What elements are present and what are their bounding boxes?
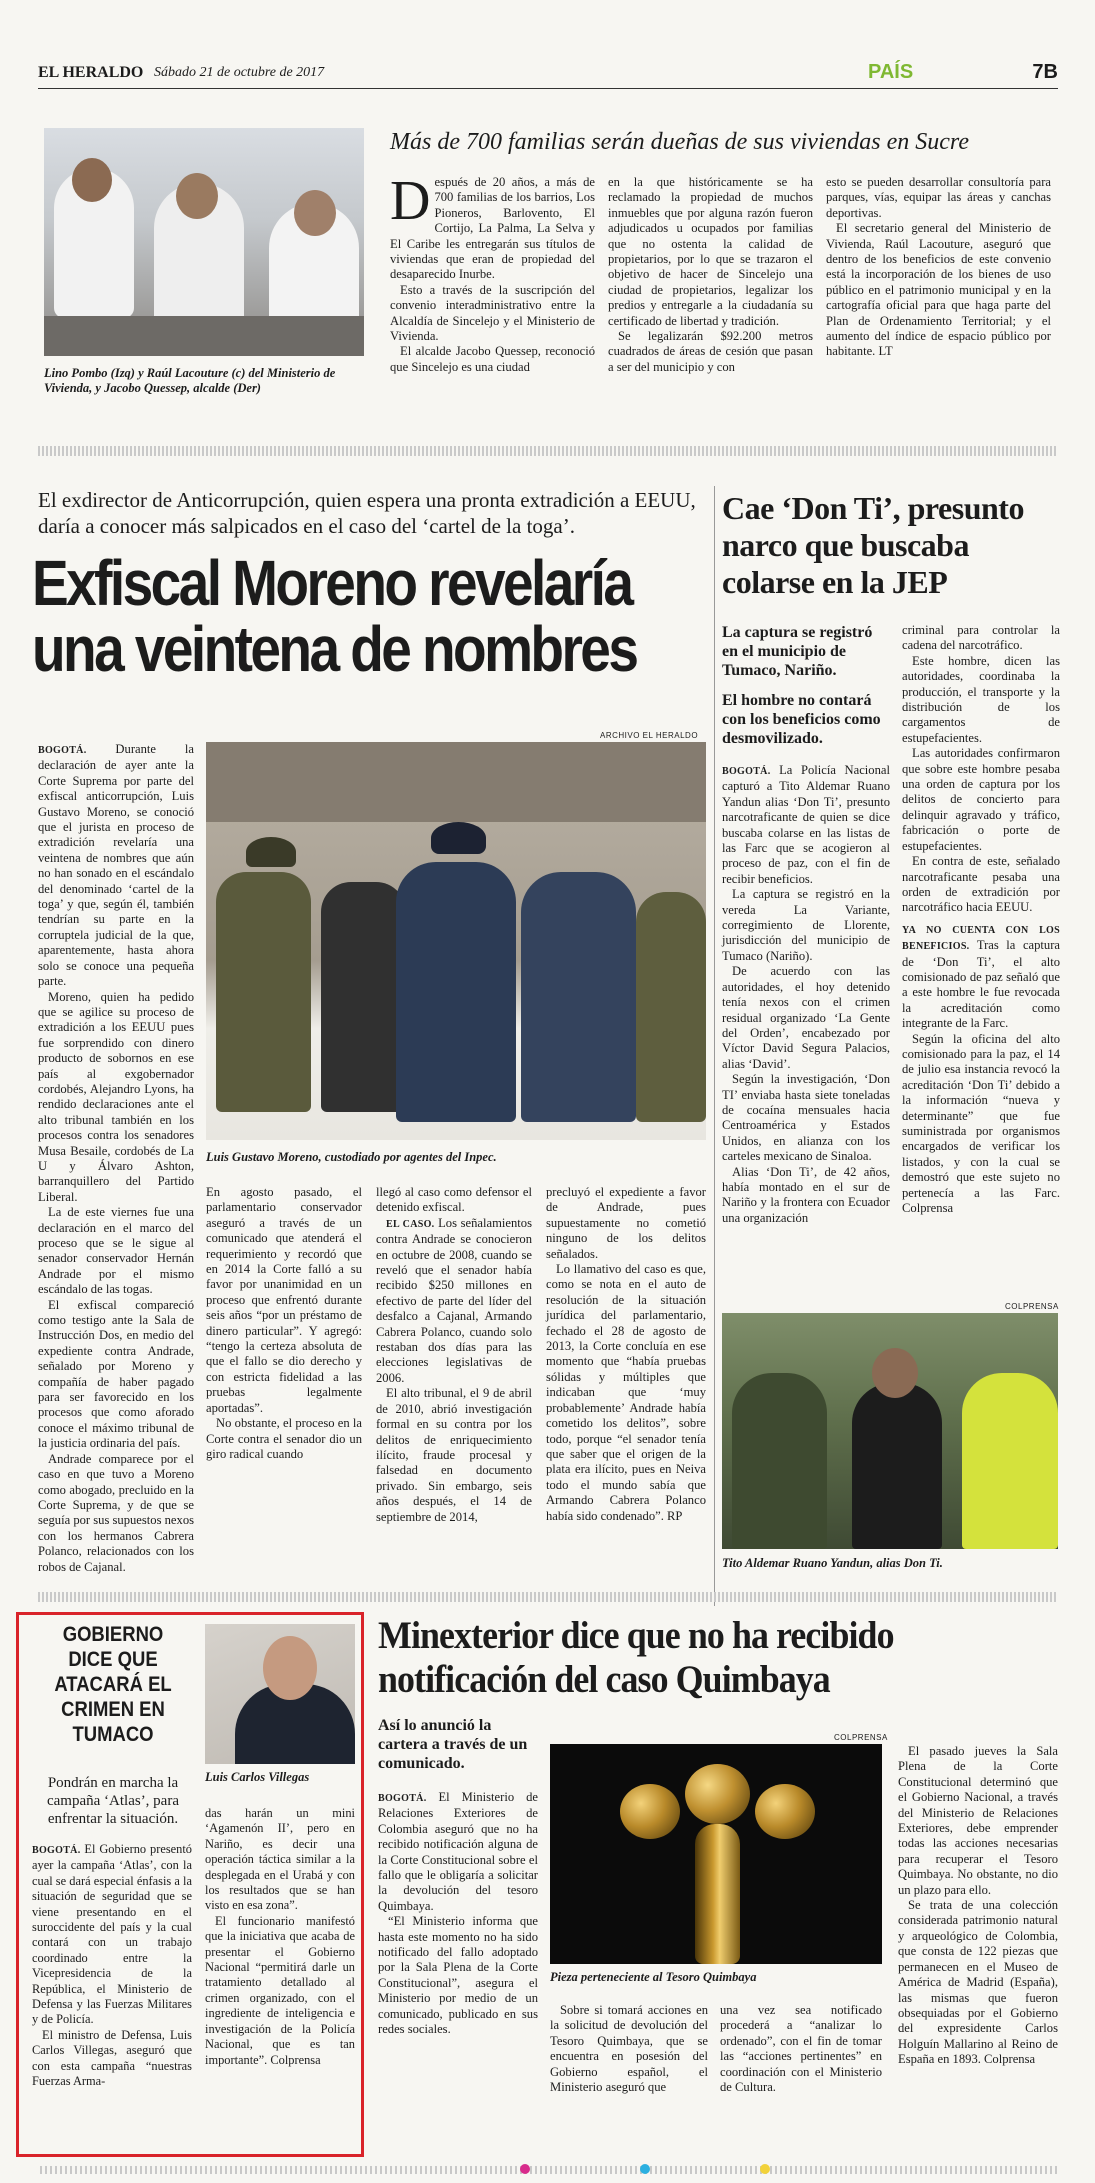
sucre-text-3: esto se pueden desarrollar consultoría para parques, vías, equipar las áreas y canchas deportivas. bbox=[826, 175, 1051, 220]
gold-stem bbox=[695, 1824, 740, 1964]
column-rule-right bbox=[714, 486, 715, 1606]
sucre-caption: Lino Pombo (Izq) y Raúl Lacouture (c) del Ministerio de Vivienda, y Jacobo Quessep, alcalde (Der) bbox=[44, 366, 336, 395]
paper-name: EL HERALDO bbox=[38, 64, 144, 81]
gold-bead-1 bbox=[620, 1784, 680, 1839]
sucre-text-2: en la que históricamente se ha reclamado la propiedad de muchos inmuebles que por alguna razón fueron adjudicados u ocupados por familias que no ostenta la calidad de propietarios, por lo que se trazaron el objetivo de hacer de Sincelejo una ciudad de propietarios, legalizar los predios y entregarle a la ciudadanía su certificado de libertad y tradición. bbox=[608, 175, 813, 328]
moreno-text-12: Lo llamativo del caso es que, como se nota en el auto de resolución de la situación jurídica del parlamentario, fechado el 28 de agosto de 2013, la Corte concluía en ese momento que “había pruebas sólidas y múltiples que indicaban que ‘muy probablemente’ Andrade había cometido los delitos”, sobre todo, porque “el senador tenía que saber que el origen de la plata era ilícito, pues en Neiva todo el mundo sabía que Armando Cabrera Polanco había sido condenado”. RP bbox=[546, 1262, 706, 1523]
quimbaya-text-4: una vez sea notificado procederá a “analizar lo ordenado”, con el fin de tomar las “acciones pertinentes” en coordinación con el Ministerio de Cultura. bbox=[720, 2003, 882, 2095]
donti-text-3: De acuerdo con las autoridades, el hoy detenido tenía nexos con el crimen residual organizado ‘La Gente del Orden’, encabezado por Víctor David Segura Palacios, alias ‘David’. bbox=[722, 964, 890, 1071]
donti-kicker-2: El hombre no contará con los beneficios como desmovilizado. bbox=[722, 692, 881, 747]
quimbaya-caption: Pieza perteneciente al Tesoro Quimbaya bbox=[550, 1970, 757, 1984]
footer-dot-yellow bbox=[760, 2164, 770, 2174]
soldier-left bbox=[732, 1373, 827, 1549]
tumaco-kicker: Pondrán en marcha la campaña ‘Atlas’, para enfrentar la situación. bbox=[46, 1775, 179, 1827]
moreno-text-5: Andrade comparece por el caso en que tuvo a Moreno como abogado, precluido en la Corte Suprema, y de que se seguía por sus supuestos nexos con los hermanos Cabrera Polanco, relacionados con los robos de Cajanal. bbox=[38, 1451, 195, 1574]
moreno-col-3 bbox=[376, 1185, 532, 1525]
moreno-dateline: BOGOTÁ. bbox=[38, 745, 87, 756]
quimbaya-text-2: “El Ministerio informa que hasta este momento no ha sido notificado del fallo adoptado por la Sala Plena de la Corte Constitucional”, asegura el Ministerio por medio de un comunicado, publicado en sus redes sociales. bbox=[378, 1914, 538, 2037]
donti-col-1 bbox=[722, 763, 890, 1226]
moreno-text-3: La de este viernes fue una declaración en el marco del proceso que se le sigue al senador conservador Hernán Andrade por el mismo escándalo de las togas. bbox=[38, 1205, 194, 1297]
quimbaya-col-3 bbox=[720, 2003, 882, 2095]
issue-date: Sábado 21 de octubre de 2017 bbox=[154, 65, 325, 80]
section-divider-1 bbox=[38, 446, 1058, 456]
quimbaya-headline-line2: notificación del caso Quimbaya bbox=[378, 1658, 830, 1701]
moreno-headline-line2: una veintena de nombres bbox=[32, 613, 637, 685]
sucre-text-3b: El secretario general del Ministerio de Vivienda, Raúl Lacouture, aseguró que dentro de los beneficios de este convenio está la incorporación de los bienes de uso público en el patrimonio municipal y en la cartografía oficial para que haga parte del Plan de Ordenamiento Territorial; y el aumento del índice de espacio público por habitante. LT bbox=[826, 221, 1051, 359]
quimbaya-col-4 bbox=[898, 1744, 1058, 2068]
officer-left-hat bbox=[246, 837, 296, 867]
villegas-photo bbox=[205, 1624, 355, 1764]
sucre-headline: Más de 700 familias serán dueñas de sus viviendas en Sucre bbox=[390, 129, 970, 155]
page-number: 7B bbox=[1032, 61, 1058, 83]
section-divider-2 bbox=[38, 1592, 1058, 1602]
head-center bbox=[176, 173, 218, 219]
donti-text-8: Las autoridades confirmaron que sobre este hombre pesaba una orden de captura por los delitos de concierto para delinquir agravado y tráfico, fabricación o porte de estupefacientes. bbox=[902, 746, 1060, 853]
table bbox=[44, 316, 364, 356]
gold-bead-3 bbox=[755, 1784, 815, 1839]
donti-caption: Tito Aldemar Ruano Yandun, alias Don Ti. bbox=[722, 1556, 943, 1570]
donti-photo-credit: COLPRENSA bbox=[1005, 1302, 1059, 1311]
quimbaya-photo-credit: COLPRENSA bbox=[834, 1733, 888, 1742]
moreno-deck: El exdirector de Anticorrupción, quien espera una pronta extradición a EEUU, daría a conocer más salpicados en el caso del ‘cartel de la toga’. bbox=[38, 488, 696, 538]
officer-right bbox=[636, 892, 706, 1122]
moreno-col-4 bbox=[546, 1185, 706, 1524]
guard-center bbox=[396, 862, 516, 1122]
wall-panel bbox=[206, 742, 706, 822]
guard-right bbox=[521, 872, 636, 1122]
footer-dot-magenta bbox=[520, 2164, 530, 2174]
tumaco-col-2 bbox=[205, 1806, 355, 2068]
quimbaya-text-1: El Ministerio de Relaciones Exteriores de Colombia aseguró que no ha recibido notificación alguna de la Corte Constitucional sobre el fallo que le obligaría a solicitar la devolución del tesoro Quimbaya. bbox=[378, 1790, 538, 1913]
captive-figure bbox=[852, 1383, 942, 1549]
section-label: PAÍS bbox=[868, 61, 914, 83]
moreno-col-2 bbox=[206, 1185, 362, 1462]
donti-text-1: La Policía Nacional capturó a Tito Aldemar Ruano Yandun alias ‘Don Ti’, presunto narcotraficante de quien se dice buscaba colarse en las listas de las Farc que se acogieron al proceso de paz, con el fin de recibir beneficios. bbox=[722, 763, 890, 886]
tumaco-text-4: El funcionario manifestó que la iniciativa que acaba de presentar el Gobierno Nacional “permitirá darle un tratamiento detallado al crimen organizado, con el ingrediente de inteligencia e investigación de la Policía Nacional, que es tan importante”. Colprensa bbox=[205, 1913, 355, 2067]
sucre-text-2b: Se legalizarán $92.200 metros cuadrados de áreas de cesión que pasan a ser del municipio y con bbox=[608, 329, 813, 374]
dropcap: D bbox=[390, 170, 431, 232]
donti-photo bbox=[722, 1313, 1058, 1549]
sucre-text-1b: Esto a través de la suscripción del convenio interadministrativo entre la Alcaldía de Sincelejo y el Ministerio de Vivienda. bbox=[390, 282, 595, 344]
sucre-col-2 bbox=[608, 175, 813, 375]
donti-text-11: Según la oficina del alto comisionado para la paz, el 14 de julio esa instancia revocó la acreditación ‘Don Ti’ debido a la información “nueva y determinante” que fue suministrada por organismos encargados de verificar los listados, y con la cual se demostró que este sujeto no pertenecía a las Farc. Colprensa bbox=[902, 1031, 1060, 1216]
sucre-text-1: espués de 20 años, a más de 700 familias de los barrios, Los Pioneros, Barlovento, El Cortijo, La Palma, La Selva y El Caribe les entregarán sus títulos de viviendas que eran de propiedad del desaparecido Inurbe. bbox=[390, 175, 595, 282]
donti-headline: Cae ‘Don Ti’, presunto narco que buscaba colarse en la JEP bbox=[722, 490, 1024, 600]
quimbaya-photo bbox=[550, 1744, 882, 1964]
tumaco-text-2: El ministro de Defensa, Luis Carlos Villegas, aseguró que con esta campaña “nuestras Fuerzas Arma- bbox=[32, 2027, 192, 2089]
guard-center-cap bbox=[431, 822, 486, 854]
moreno-headline bbox=[32, 547, 637, 685]
quimbaya-headline-line1: Minexterior dice que no ha recibido bbox=[378, 1614, 894, 1657]
moreno-text-9: Los señalamientos contra Andrade se conocieron en octubre de 2008, cuando se reveló que el senador había recibido $250 millones en efectivo de parte del líder del desfalco a Cajanal, Armando Cabrera Polanco, cuando solo restaban dos días para las elecciones legislativas de 2006. bbox=[376, 1215, 532, 1385]
moreno-text-2: Moreno, quien ha pedido que se agilice su proceso de extradición a los EEUU pues fue sorprendido con dinero producto de sobornos en ese país al exgobernador cordobés, Alejandro Lyons, ha rendido declaraciones ante el alto tribunal también en los procesos contra los senadores Musa Besaile, cordobés de La U y Álvaro Ashton, barranquillero del Partido Liberal. bbox=[38, 989, 194, 1204]
masthead bbox=[38, 58, 1058, 89]
captive-head bbox=[872, 1348, 918, 1398]
donti-text-5: Alias ‘Don Ti’, de 42 años, había montado en el sur de Nariño y la frontera con Ecuador una organización bbox=[722, 1164, 890, 1225]
moreno-photo-credit: ARCHIVO EL HERALDO bbox=[600, 731, 699, 740]
tumaco-text-3: das harán un mini ‘Agamenón II’, pero en Nariño, es decir una operación táctica similar a la desplegada en el Urabá y con los resultados que se han visto en esa zona”. bbox=[205, 1806, 355, 1913]
donti-kicker-1: La captura se registró en el municipio de Tumaco, Nariño. bbox=[722, 624, 873, 679]
donti-dateline: BOGOTÁ. bbox=[722, 766, 771, 777]
quimbaya-text-5: El pasado jueves la Sala Plena de la Corte Constitucional determinó que el Gobierno Nacional, a través del Ministerio de Relaciones Exteriores, debe emprender todas las acciones necesarias para recuperar el Tesoro Quimbaya. No obstante, no dio un plazo para ello. bbox=[898, 1744, 1058, 1897]
tumaco-dateline: BOGOTÁ. bbox=[32, 1845, 81, 1856]
quimbaya-text-3: Sobre si tomará acciones en la solicitud de devolución del Tesoro Quimbaya, que se encuentra en posesión del Gobierno español, el Ministerio aseguró que bbox=[550, 2003, 708, 2095]
villegas-caption: Luis Carlos Villegas bbox=[205, 1770, 310, 1784]
moreno-text-6: En agosto pasado, el parlamentario conservador aseguró a través de un comunicado que atenderá el requerimiento y recordó que en 2014 la Corte falló a su favor por unanimidad en un proceso que enfrentó durante seis años “por un préstamo de dinero particular”. Y agregó: “tengo la certeza absoluta de que el fallo se dio derecho y con estricta fidelidad a las pruebas legalmente aportadas”. bbox=[206, 1185, 362, 1415]
quimbaya-kicker: Así lo anunció la cartera a través de un comunicado. bbox=[378, 1717, 528, 1772]
moreno-text-10: El alto tribunal, el 9 de abril de 2010, abrió investigación formal en su contra por los delitos de enriquecimiento ilícito, fraude procesal y falsedad en documento privado. Sin embargo, seis años después, el 14 de septiembre de 2014, bbox=[376, 1386, 532, 1524]
donti-text-7: Este hombre, dicen las autoridades, coordinaba la producción, el transporte y la distribución de los cargamentos de estupefacientes. bbox=[902, 653, 1060, 745]
gold-bead-2 bbox=[685, 1764, 750, 1824]
moreno-text-11: precluyó el expediente a favor de Andrade, pues supuestamente no cometió ninguno de los delitos señalados. bbox=[546, 1185, 706, 1261]
quimbaya-text-6: Se trata de una colección considerada patrimonio natural y arqueológico de Colombia, que consta de 122 piezas que permanecen en el Museo de América de Madrid (España), las mismas que fueron obsequiadas por el Gobierno del expresidente Carlos Holguín Mallarino al Reino de España en 1893. Colprensa bbox=[898, 1898, 1058, 2067]
sucre-col-1 bbox=[390, 170, 595, 375]
quimbaya-col-2 bbox=[550, 2003, 708, 2095]
donti-text-4: Según la investigación, ‘Don TI’ enviaba hasta siete toneladas de cocaína mensuales hacia Centroamérica y Estados Unidos, en alianza con los carteles mexicano de Sinaloa. bbox=[722, 1072, 890, 1164]
officer-vest bbox=[962, 1373, 1058, 1549]
moreno-photo bbox=[206, 742, 706, 1140]
moreno-text-7: No obstante, el proceso en la Corte contra el senador dio un giro radical cuando bbox=[206, 1416, 362, 1461]
sucre-col-3 bbox=[826, 175, 1051, 360]
head-right bbox=[294, 190, 336, 236]
donti-text-10: Tras la captura de ‘Don Ti’, el alto comisionado de paz señaló que a este hombre le fue revocada la acreditación como integrante de la Farc. bbox=[902, 938, 1060, 1031]
tumaco-col-1 bbox=[32, 1842, 192, 2090]
villegas-head bbox=[263, 1636, 317, 1700]
moreno-col-1 bbox=[38, 742, 194, 1575]
quimbaya-col-1 bbox=[378, 1790, 538, 2038]
moreno-headline-line1: Exfiscal Moreno revelaría bbox=[32, 547, 632, 619]
moreno-text-4: El exfiscal compareció como testigo ante la Sala de Instrucción Dos, en medio del expediente contra Andrade, señalado por Moreno y compañía de haber pagado para ser favorecido en los procesos que como aforado conoce el máximo tribunal de la justicia ordinaria del país. bbox=[38, 1297, 194, 1451]
footer-color-strip bbox=[40, 2166, 1060, 2174]
moreno-caption: Luis Gustavo Moreno, custodiado por agentes del Inpec. bbox=[206, 1150, 497, 1164]
moreno-text-1: Durante la declaración de ayer ante la Corte Suprema por parte del exfiscal anticorrupción, Luis Gustavo Moreno, se conoció que el jurista en proceso de extradición revelaría una veintena de nombres que aún no han sonado en el escándalo del denominado ‘cartel de la toga’ y que, según él, también tendrían su parte en la corruptela judicial de la que, aparentemente, hasta ahora solo se conoce una pequeña parte. bbox=[38, 742, 194, 989]
donti-subhead: YA NO CUENTA CON LOS BENEFICIOS. bbox=[902, 924, 1060, 953]
footer-dot-cyan bbox=[640, 2164, 650, 2174]
donti-text-2: La captura se registró en la vereda La Variante, corregimiento de Llorente, jurisdicción del municipio de Tumaco (Nariño). bbox=[722, 887, 890, 963]
head-left bbox=[72, 158, 112, 202]
moreno-text-8: llegó al caso como defensor el detenido exfiscal. bbox=[376, 1185, 532, 1215]
quimbaya-dateline: BOGOTÁ. bbox=[378, 1793, 427, 1804]
quimbaya-headline bbox=[378, 1614, 1013, 1702]
moreno-figure bbox=[321, 882, 406, 1112]
donti-text-9: En contra de este, señalado narcotraficante pesaba una orden de extradición por narcotráfico hacia EEUU. bbox=[902, 854, 1060, 915]
moreno-subhead: EL CASO. bbox=[386, 1218, 435, 1230]
donti-text-6: criminal para controlar la cadena del narcotráfico. bbox=[902, 623, 1060, 653]
donti-col-2 bbox=[902, 623, 1060, 1216]
sucre-photo bbox=[44, 128, 364, 356]
officer-left bbox=[216, 872, 311, 1112]
sucre-text-1c: El alcalde Jacobo Quessep, reconoció que Sincelejo es una ciudad bbox=[390, 344, 595, 374]
tumaco-headline: GOBIERNO DICE QUE ATACARÁ EL CRIMEN EN TUMACO bbox=[54, 1623, 172, 1746]
tumaco-text-1: El Gobierno presentó ayer la campaña ‘Atlas’, con la cual se dará especial énfasis a la situación de seguridad que se viene presentando en el suroccidente del país y la cual contará con un trabajo coordinado entre la Vicepresidencia de la República, el Ministerio de Defensa y las Fuerzas Militares y de Policía. bbox=[32, 1842, 192, 2027]
